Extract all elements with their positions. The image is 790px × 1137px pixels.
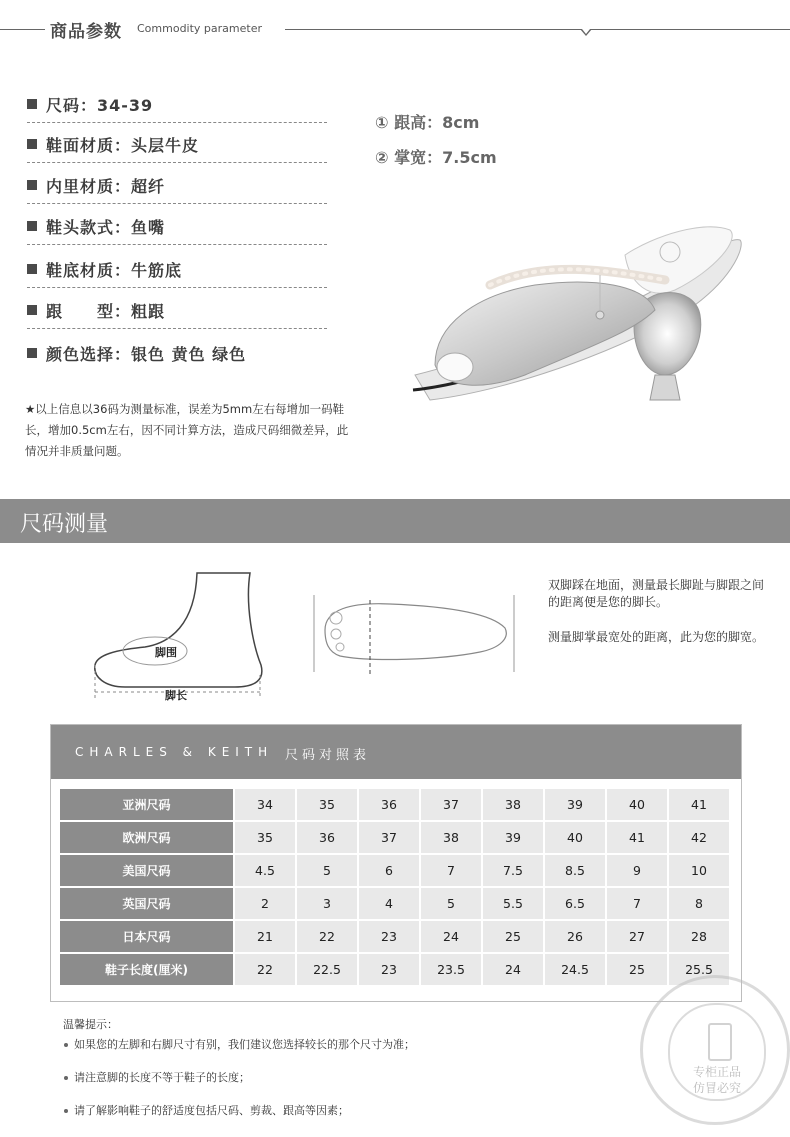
size-table-row [60, 954, 729, 985]
size-cell: 28 [669, 921, 729, 952]
size-row-label: 欧洲尺码 [60, 822, 233, 853]
tip-item: 请注意脚的长度不等于鞋子的长度； [64, 1069, 250, 1085]
size-cell: 4.5 [235, 855, 295, 886]
size-chart [50, 724, 742, 1002]
bullet-square-icon [27, 348, 37, 358]
bullet-square-icon [27, 180, 37, 190]
size-cell: 23 [359, 921, 419, 952]
watermark-line2: 仿冒必究 [692, 1081, 741, 1095]
size-cell: 35 [297, 789, 357, 820]
size-table-body [60, 789, 729, 985]
header-line-right [285, 29, 790, 30]
size-cell: 2 [235, 888, 295, 919]
size-cell: 23.5 [421, 954, 481, 985]
header-notch-inner [582, 29, 590, 34]
section-bar [0, 499, 790, 543]
size-cell: 40 [607, 789, 667, 820]
size-cell: 41 [607, 822, 667, 853]
size-cell: 5 [421, 888, 481, 919]
size-cell: 5 [297, 855, 357, 886]
footprint-diagram [310, 590, 520, 680]
size-cell: 25 [607, 954, 667, 985]
size-cell: 22 [235, 954, 295, 985]
watermark-logo-icon [708, 1023, 732, 1061]
size-cell: 37 [421, 789, 481, 820]
size-cell: 36 [297, 822, 357, 853]
size-cell: 42 [669, 822, 729, 853]
size-table-row [60, 789, 729, 820]
bullet-square-icon [27, 139, 37, 149]
tip-item: 请了解影响鞋子的舒适度包括尺码、剪裁、跟高等因素； [64, 1102, 349, 1118]
size-cell: 38 [421, 822, 481, 853]
bullet-dot-icon [64, 1043, 68, 1047]
size-cell: 39 [545, 789, 605, 820]
authenticity-watermark [640, 975, 790, 1125]
tips-heading: 温馨提示： [63, 1018, 118, 1031]
size-table-row [60, 921, 729, 952]
measurement-note: ★以上信息以36码为测量标准，误差为5mm左右每增加一码鞋长，增加0.5cm左右，因不同计算方法，造成尺码细微差异，此情况并非质量问题。 [25, 402, 349, 458]
size-cell: 34 [235, 789, 295, 820]
measure-length-text: 双脚踩在地面，测量最长脚趾与脚跟之间的距离便是您的脚长。 [548, 578, 765, 609]
param-sole-material: 鞋底材质：牛筋底 [27, 255, 327, 288]
param-heel-type: 跟 型：粗跟 [27, 296, 327, 329]
bullet-square-icon [27, 221, 37, 231]
size-cell: 7.5 [483, 855, 543, 886]
size-row-label: 英国尺码 [60, 888, 233, 919]
sandal-product-image [395, 215, 755, 415]
param-lining-material: 内里材质：超纤 [27, 171, 327, 204]
param-color: 颜色选择：银色 黄色 绿色 [27, 339, 327, 371]
spec-heel-height: ① 跟高：8cm [375, 113, 480, 132]
size-row-label: 鞋子长度(厘米) [60, 954, 233, 985]
brand-name: CHARLES & KEITH [75, 745, 274, 759]
size-cell: 25 [483, 921, 543, 952]
size-cell: 6 [359, 855, 419, 886]
measure-width-text: 测量脚掌最宽处的距离，此为您的脚宽。 [548, 630, 765, 644]
size-cell: 7 [421, 855, 481, 886]
section-title: 尺码测量 [20, 512, 109, 537]
size-cell: 23 [359, 954, 419, 985]
size-table-row [60, 855, 729, 886]
size-cell: 40 [545, 822, 605, 853]
size-cell: 24 [483, 954, 543, 985]
size-cell: 3 [297, 888, 357, 919]
header-title-cn: 商品参数 [50, 22, 122, 42]
foot-length-label: 脚长 [165, 689, 187, 702]
size-cell: 22.5 [297, 954, 357, 985]
size-table [58, 787, 731, 987]
size-cell: 27 [607, 921, 667, 952]
bullet-square-icon [27, 99, 37, 109]
bullet-dot-icon [64, 1109, 68, 1113]
foot-side-diagram [85, 565, 270, 705]
size-cell: 39 [483, 822, 543, 853]
size-cell: 24 [421, 921, 481, 952]
param-toe-style: 鞋头款式：鱼嘴 [27, 212, 327, 245]
size-cell: 10 [669, 855, 729, 886]
bullet-square-icon [27, 305, 37, 315]
foot-girth-label: 脚围 [155, 646, 177, 659]
header-line-left [0, 29, 45, 30]
size-chart-header [51, 725, 741, 779]
size-cell: 36 [359, 789, 419, 820]
size-cell: 37 [359, 822, 419, 853]
size-cell: 8.5 [545, 855, 605, 886]
size-row-label: 美国尺码 [60, 855, 233, 886]
size-table-row [60, 822, 729, 853]
size-chart-title: 尺码对照表 [285, 748, 371, 763]
size-cell: 6.5 [545, 888, 605, 919]
size-cell: 8 [669, 888, 729, 919]
size-cell: 9 [607, 855, 667, 886]
size-row-label: 亚洲尺码 [60, 789, 233, 820]
watermark-line1: 专柜正品 [692, 1065, 741, 1079]
size-cell: 4 [359, 888, 419, 919]
size-cell: 25.5 [669, 954, 729, 985]
param-size: 尺码：34-39 [27, 90, 327, 123]
size-cell: 24.5 [545, 954, 605, 985]
size-cell: 7 [607, 888, 667, 919]
tip-item: 如果您的左脚和右脚尺寸有别，我们建议您选择较长的那个尺寸为准； [64, 1036, 415, 1052]
size-cell: 38 [483, 789, 543, 820]
bullet-square-icon [27, 264, 37, 274]
watermark-inner-ring [668, 1003, 766, 1101]
spec-sole-width: ② 掌宽：7.5cm [375, 148, 497, 167]
size-cell: 26 [545, 921, 605, 952]
size-cell: 21 [235, 921, 295, 952]
param-upper-material: 鞋面材质：头层牛皮 [27, 130, 327, 163]
size-row-label: 日本尺码 [60, 921, 233, 952]
size-cell: 22 [297, 921, 357, 952]
size-cell: 35 [235, 822, 295, 853]
size-cell: 5.5 [483, 888, 543, 919]
header-title-en: Commodity parameter [137, 22, 263, 35]
size-table-row [60, 888, 729, 919]
bullet-dot-icon [64, 1076, 68, 1080]
size-cell: 41 [669, 789, 729, 820]
